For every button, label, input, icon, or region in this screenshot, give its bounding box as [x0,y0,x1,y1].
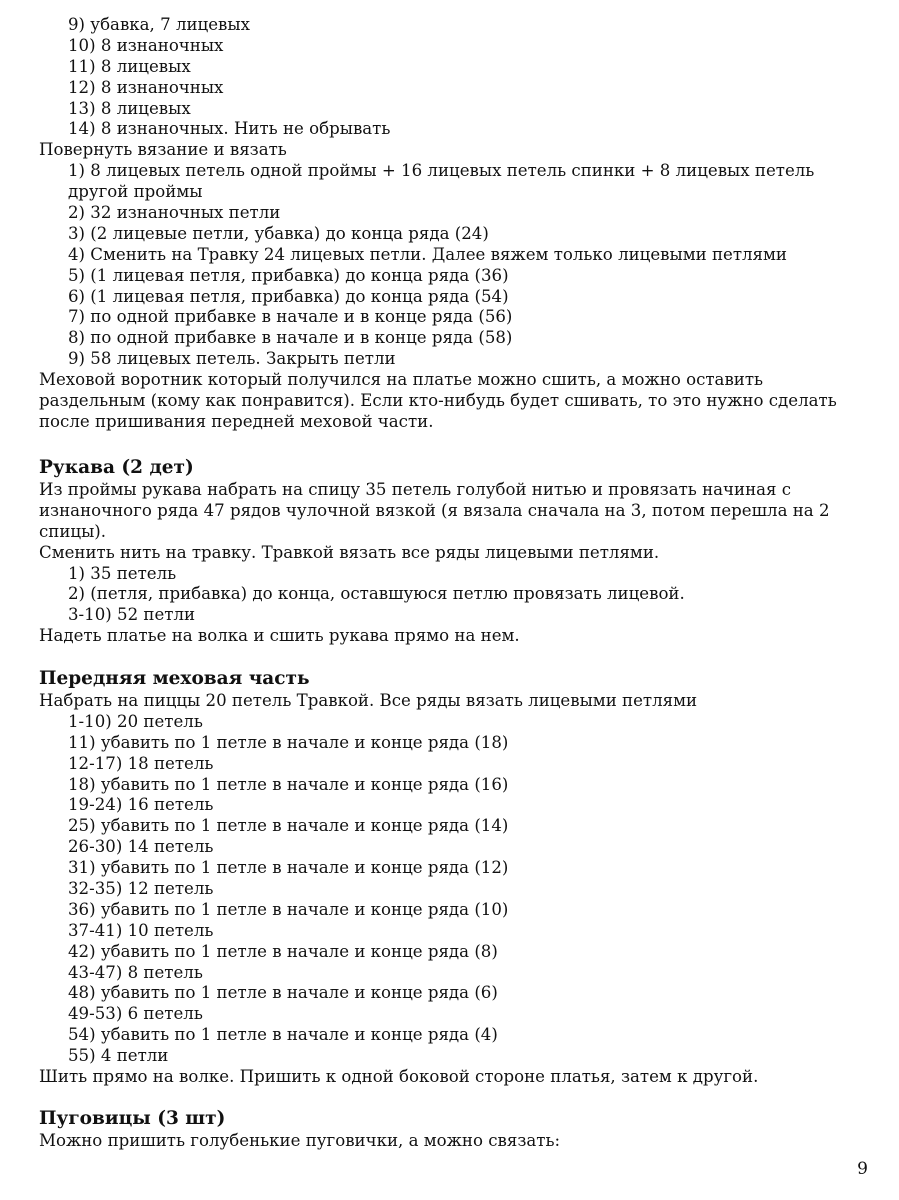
list-item: 54) убавить по 1 петле в начале и конце ряда (4) [68,1025,498,1045]
list-item: 19-24) 16 петель [68,795,214,815]
list-item: 13) 8 лицевых [68,98,191,118]
list-item: 2) (петля, прибавка) до конца, оставшуюся петлю провязать лицевой. [68,584,685,604]
list-item: 18) убавить по 1 петле в начале и конце ряда (16) [68,774,509,794]
buttons-section [0,1107,899,1152]
paragraph: Сменить нить на травку. Травкой вязать все ряды лицевыми петлями. [39,542,660,562]
paragraph: спицы). [39,521,107,541]
paragraph: изнаночного ряда 47 рядов чулочной вязкой (я вязала сначала на 3, потом перешла на 2 [39,500,830,520]
list-item: 12-17) 18 петель [68,753,214,773]
paragraph: Из проймы рукава набрать на спицу 35 петель голубой нитью и провязать начиная с [39,480,792,499]
paragraph: после пришивания передней меховой части. [39,411,434,431]
paragraph: Надеть платье на волка и сшить рукава прямо на нем. [39,626,520,646]
list-item: 11) 8 лицевых [68,56,191,76]
paragraph: Повернуть вязание и вязать [39,140,287,160]
section-heading: Передняя меховая часть [39,668,310,689]
list-item: 3) (2 лицевые петли, убавка) до конца ряда (24) [68,223,489,243]
page-number: 9 [857,1159,868,1179]
list-item: 42) убавить по 1 петле в начале и конце ряда (8) [68,941,498,961]
list-item: 9) убавка, 7 лицевых [68,15,250,34]
paragraph: Набрать на пиццы 20 петель Травкой. Все ряды вязать лицевыми петлями [39,691,698,710]
list-item: 48) убавить по 1 петле в начале и конце ряда (6) [68,983,498,1003]
list-item: 36) убавить по 1 петле в начале и конце ряда (10) [68,899,509,919]
list-item: 32-35) 12 петель [68,879,214,899]
list-item: 11) убавить по 1 петле в начале и конце ряда (18) [68,732,509,752]
list-item: 43-47) 8 петель [68,962,203,982]
collar-section [0,15,899,433]
list-item: 55) 4 петли [68,1046,169,1066]
list-item: 49-53) 6 петель [68,1004,203,1024]
list-item: 1-10) 20 петель [68,711,203,731]
list-item: 1) 8 лицевых петель одной проймы + 16 лицевых петель спинки + 8 лицевых петель [68,161,815,181]
paragraph: раздельным (кому как понравится). Если кто-нибудь будет сшивать, то это нужно сделать [39,391,837,411]
list-item: 4) Сменить на Травку 24 лицевых петли. Далее вяжем только лицевыми петлями [68,244,787,264]
list-item: 31) убавить по 1 петле в начале и конце ряда (12) [68,858,509,878]
list-item: 5) (1 лицевая петля, прибавка) до конца ряда (36) [68,265,509,285]
list-item: другой проймы [68,182,203,202]
list-item: 37-41) 10 петель [68,920,214,940]
paragraph: Можно пришить голубенькие пуговички, а можно связать: [39,1131,561,1150]
list-item: 2) 32 изнаночных петли [68,203,281,223]
paragraph: Шить прямо на волке. Пришить к одной боковой стороне платья, затем к другой. [39,1067,759,1087]
list-item: 9) 58 лицевых петель. Закрыть петли [68,349,396,369]
list-item: 14) 8 изнаночных. Нить не обрывать [68,119,391,139]
list-item: 3-10) 52 петли [68,605,196,625]
list-item: 10) 8 изнаночных [68,35,224,55]
paragraph: Меховой воротник который получился на платье можно сшить, а можно оставить [39,370,764,390]
list-item: 8) по одной прибавке в начале и в конце ряда (58) [68,328,513,348]
list-item: 6) (1 лицевая петля, прибавка) до конца ряда (54) [68,286,509,306]
list-item: 25) убавить по 1 петле в начале и конце ряда (14) [68,816,509,836]
section-heading: Пуговицы (3 шт) [39,1108,226,1129]
list-item: 26-30) 14 петель [68,837,214,857]
front-fur-section [0,667,899,1088]
list-item: 12) 8 изнаночных [68,77,224,97]
list-item: 1) 35 петель [68,563,177,583]
sleeves-section [0,456,899,647]
section-heading: Рукава (2 дет) [39,457,194,478]
list-item: 7) по одной прибавке в начале и в конце ряда (56) [68,307,513,327]
